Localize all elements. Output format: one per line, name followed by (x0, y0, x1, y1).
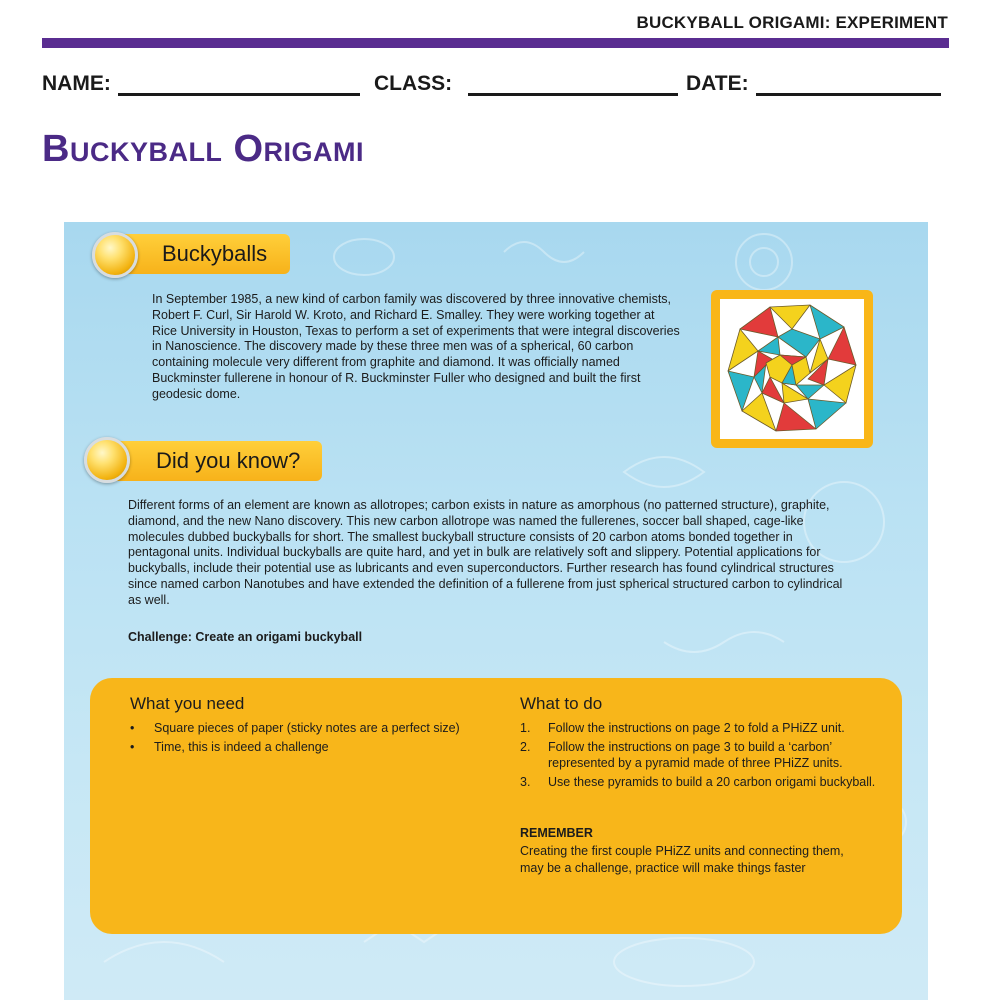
worksheet-header-label: BUCKYBALL ORIGAMI: EXPERIMENT (636, 13, 948, 32)
what-you-need-list (130, 720, 470, 757)
remember-text: Creating the first couple PHiZZ units and connecting them, may be a challenge, practice will make things faster (520, 844, 844, 875)
step-text: Use these pyramids to build a 20 carbon origami buckyball. (548, 774, 876, 789)
remember-title: REMEMBER (520, 826, 593, 840)
content-panel (64, 222, 928, 1000)
origami-buckyball-photo-frame (711, 290, 873, 448)
what-to-do-list (520, 720, 892, 792)
yellow-ball-icon (92, 232, 138, 278)
did-you-know-heading: Did you know? (108, 441, 322, 481)
step-number: 3. (520, 774, 531, 789)
buckyballs-heading: Buckyballs (114, 234, 290, 274)
yellow-ball-icon (84, 437, 130, 483)
date-label: DATE: (686, 72, 749, 95)
list-item: • Square pieces of paper (sticky notes are a perfect size) (130, 720, 470, 737)
origami-buckyball-image (720, 299, 864, 439)
list-item (520, 739, 892, 772)
step-text: Follow the instructions on page 2 to fold a PHiZZ unit. (548, 721, 845, 735)
instructions-box (90, 678, 902, 934)
list-item (520, 774, 892, 791)
what-to-do-title: What to do (520, 694, 603, 713)
student-info-fields (42, 72, 952, 102)
name-label: NAME: (42, 72, 111, 95)
class-label: CLASS: (374, 72, 453, 95)
step-number: 2. (520, 739, 531, 754)
list-item: • Time, this is indeed a challenge (130, 739, 470, 756)
class-field-line[interactable] (468, 93, 678, 96)
challenge-text: Challenge: Create an origami buckyball (128, 630, 363, 644)
buckyballs-paragraph: In September 1985, a new kind of carbon family was discovered by three innovative chemists, Robert F. Curl, Sir Harold W. Kroto, and Richard E. Smalley. They were working together at Rice University in Houston, Texas to perform a set of experiments that were integral discoveries in Nanoscience. The discovery made by these three men was of a spherical, 60 carbon containing molecule very different from graphite and diamond. It was officially named Buckminster fullerene in honour of R. Buckminster Fuller who designed and built the first geodesic dome. (152, 292, 680, 401)
did-you-know-paragraph: Different forms of an element are known as allotropes; carbon exists in nature as amorphous (no patterned structure), graphite, diamond, and the new Nano discovery. This new carbon allotrope was named the fullerenes, soccer ball shaped, cage-like molecules dubbed buckyballs for short. The smallest buckyball structure consists of 20 carbon atoms bonded together in pentagonal units. Individual buckyballs are quite hard, and yet in bulk are relatively soft and slippery. Potential applications for buckyballs, include their potential use as lubricants and even superconductors. Further research has found cylindrical structures since named carbon Nanotubes and have extended the definition of a fullerene from just spherical structured carbon to cylindrical as well. (128, 498, 843, 607)
header-divider (42, 38, 949, 48)
date-field-line[interactable] (756, 93, 941, 96)
what-you-need-title: What you need (130, 694, 245, 713)
page-title: Buckyball Origami (42, 128, 365, 170)
list-item (520, 720, 892, 737)
step-number: 1. (520, 721, 531, 735)
step-text: Follow the instructions on page 3 to build a ‘carbon’ represented by a pyramid made of three PHiZZ units. (548, 739, 843, 770)
name-field-line[interactable] (118, 93, 360, 96)
